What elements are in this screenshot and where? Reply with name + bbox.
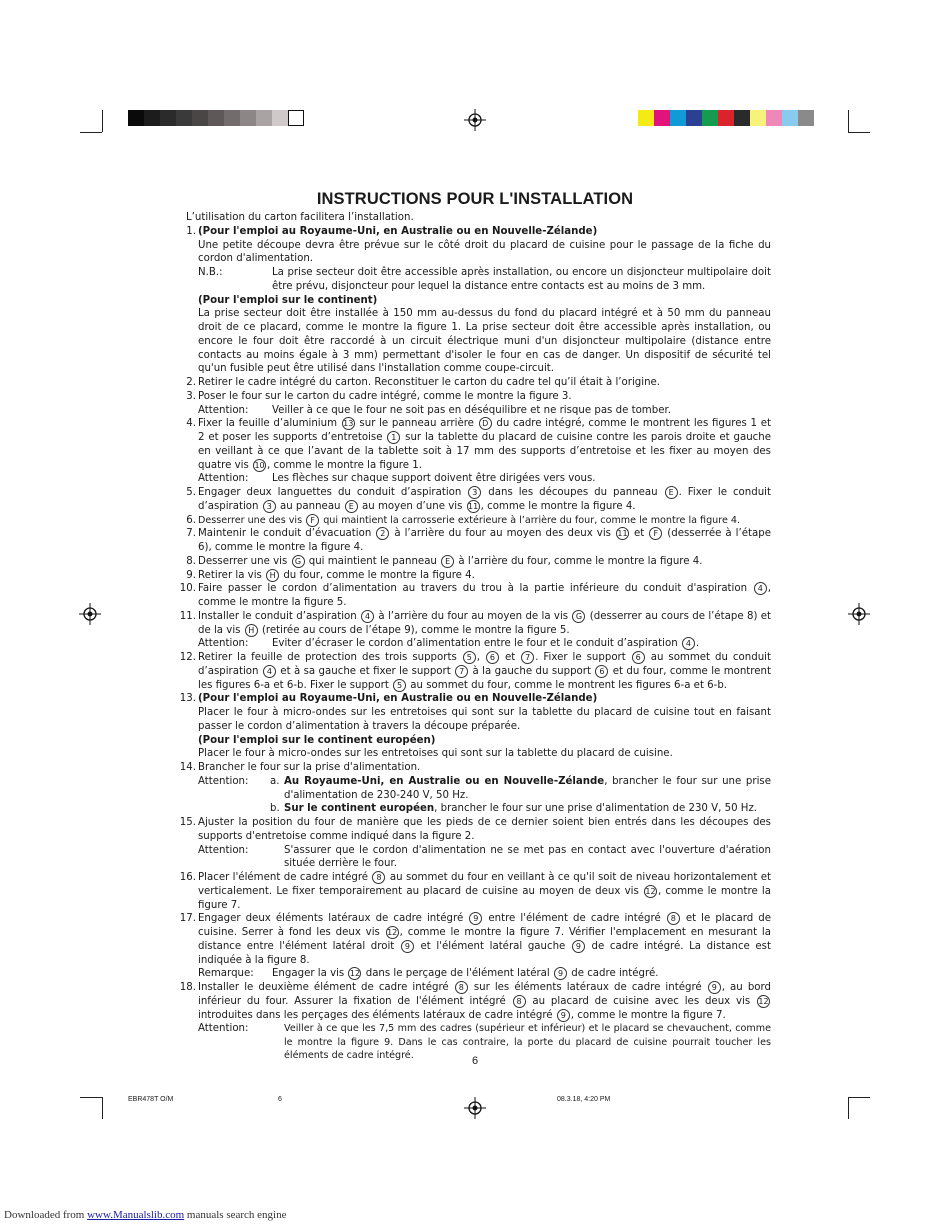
item-text: sur les éléments latéraux de cadre intégré <box>468 982 707 993</box>
callout-marker: 9 <box>401 940 414 953</box>
list-item <box>179 871 771 912</box>
item-number: 13. <box>179 693 196 705</box>
note <box>186 404 771 418</box>
note-text: dans le perçage de l'élément latéral <box>362 968 553 980</box>
callout-marker: E <box>665 486 678 499</box>
item-text: La prise secteur doit être installée à 150 mm au-dessus du fond du placard intégré et à 50 mm du panneau droit de ce placard, comme le montre la figure 1. La prise secteur doit être accessible après installation, ou encore le four doit être raccordé à un circuit électrique muni d'un disjoncteur multipolaire (distance entre contacts au moins égale à 3 mm) permettant d'isoler le four en cas de danger. Un dispositif de sécurité tel qu'un fusible peut être utilisé dans l'installation comme coupe-circuit. <box>198 308 771 375</box>
note <box>186 802 771 816</box>
calibration-swatch <box>240 110 256 126</box>
item-text: et <box>629 528 649 540</box>
crop-mark <box>848 1097 849 1119</box>
item-number: 16. <box>179 872 196 883</box>
note-text: de cadre intégré. <box>567 968 659 980</box>
page-number: 6 <box>471 1055 479 1067</box>
crop-mark <box>102 1097 103 1119</box>
item-text: qui maintient la carrosserie extérieure à l’arrière du four, comme le montre la figure 4. <box>320 514 741 526</box>
callout-marker: 11 <box>468 501 479 511</box>
list-item <box>186 225 771 239</box>
item-number: 15. <box>179 817 196 828</box>
sub-letter: a. <box>270 775 280 787</box>
calibration-swatch <box>224 110 240 126</box>
calibration-swatch <box>192 110 208 126</box>
callout-marker: 7 <box>455 665 468 678</box>
callout-marker: D <box>479 417 492 430</box>
item-text: Placer l'élément de cadre intégré <box>198 872 372 883</box>
slug-left: EBR478T O/M <box>128 1096 174 1103</box>
calibration-swatch <box>702 110 718 126</box>
list-item <box>186 417 771 472</box>
calibration-swatch <box>766 110 782 126</box>
note-text: Engager la vis <box>272 968 348 980</box>
item-text: dans les découpes du panneau <box>482 487 664 498</box>
item-text: introduites dans les perçages des éléments latéraux de cadre intégré <box>198 1009 556 1021</box>
list-item <box>186 390 771 404</box>
calibration-swatch <box>782 110 798 126</box>
note-text: , brancher le four sur une prise d'alimentation de 230-240 V, 50 Hz. <box>284 775 771 801</box>
callout-marker: 11 <box>617 529 628 539</box>
note-text: , brancher le four sur une prise d'alimentation de 230 V, 50 Hz. <box>434 803 758 815</box>
item-number: 4. <box>186 418 196 430</box>
item-text: au sommet du four, comme le montrent les figures 6-a et 6-b. <box>407 679 728 691</box>
calibration-swatch <box>654 110 670 126</box>
list-item <box>179 981 771 1022</box>
note <box>186 266 771 294</box>
callout-marker: 3 <box>468 486 481 499</box>
note <box>186 967 771 981</box>
note-text: Au Royaume-Uni, en Australie ou en Nouvelle-Zélande <box>284 775 605 787</box>
calibration-swatch <box>670 110 686 126</box>
item-text: à l’arrière du four au moyen de la vis <box>375 610 572 622</box>
list-item <box>186 486 771 514</box>
note-label: N.B.: <box>198 267 223 278</box>
registration-mark-icon <box>848 603 870 625</box>
item-text: Maintenir le conduit d’évacuation <box>198 528 376 540</box>
note-text: Les flèches sur chaque support doivent être dirigées vers vous. <box>272 473 596 485</box>
item-text: sur la tablette du placard de cuisine contre les parois droite et gauche en veillant à ce que l’avant de la tablette soit à 17 mm des supports d’entretoise et les fixer au moyen des quatre vis <box>198 432 771 471</box>
crop-mark <box>102 110 103 132</box>
callout-marker: 3 <box>263 500 276 513</box>
item-text: Faire passer le cordon d’alimentation au travers du trou à la partie inférieure du conduit d'aspiration <box>198 583 753 595</box>
crop-mark <box>80 1097 102 1098</box>
note-label: Attention: <box>198 473 249 485</box>
list-item <box>179 692 771 706</box>
callout-marker: H <box>245 624 258 637</box>
note-text: La prise secteur doit être accessible après installation, ou encore un disjoncteur multipolaire doit être prévu, disjoncteur pour lequel la distance entre contacts est au moins de 3 mm. <box>272 267 771 292</box>
calibration-swatch <box>160 110 176 126</box>
note <box>186 844 771 872</box>
callout-marker: 12 <box>349 969 361 979</box>
section-heading: (Pour l'emploi au Royaume-Uni, en Australie ou en Nouvelle-Zélande) <box>198 693 598 705</box>
item-text: sur le panneau arrière <box>355 418 478 430</box>
callout-marker: 8 <box>372 871 385 884</box>
color-calibration-bar <box>638 110 814 126</box>
item-text: , comme le montre la figure 7. <box>198 885 771 911</box>
item-text: , <box>476 652 485 663</box>
item-number: 14. <box>179 762 196 773</box>
callout-marker: 10 <box>254 460 265 470</box>
callout-marker: 5 <box>393 679 406 692</box>
item-text: au sommet du four en veillant à ce qu'il soit de niveau horizontalement et verticalement. Le fixer temporairement au placard de cuisine au moyen de deux vis <box>198 872 771 897</box>
item-text: de cadre intégré. La distance est indiquée à la figure 8. <box>198 940 771 966</box>
note-text: . <box>695 638 700 650</box>
callout-marker: 4 <box>263 665 276 678</box>
list-item <box>186 514 771 528</box>
item-number: 12. <box>179 652 196 663</box>
callout-marker: 6 <box>595 665 608 678</box>
calibration-swatch <box>718 110 734 126</box>
calibration-swatch <box>272 110 288 126</box>
item-text: Installer le conduit d’aspiration <box>198 610 361 622</box>
item-number: 8. <box>186 555 196 567</box>
item-text: , comme le montre la figure 7. <box>570 1009 726 1021</box>
calibration-swatch <box>128 110 144 126</box>
calibration-swatch <box>638 110 654 126</box>
intro-text: L’utilisation du carton facilitera l’installation. <box>186 212 414 223</box>
note-text: S'assurer que le cordon d'alimentation ne se met pas en contact avec l'ouverture d'aération située derrière le four. <box>284 844 771 870</box>
item-text: qui maintient le panneau <box>305 555 441 567</box>
list-item <box>179 912 771 967</box>
list-item <box>179 651 771 692</box>
calibration-swatch <box>176 110 192 126</box>
note-label: Attention: <box>198 1023 249 1035</box>
calibration-swatch <box>798 110 814 126</box>
item-text: du four, comme le montre la figure 4. <box>280 569 475 581</box>
item-text: Retirer le cadre intégré du carton. Reconstituer le carton du cadre tel qu’il était à l’origine. <box>198 377 661 388</box>
callout-marker: 2 <box>376 527 389 540</box>
section-heading: (Pour l'emploi au Royaume-Uni, en Australie ou en Nouvelle-Zélande) <box>198 225 598 237</box>
item-text: Placer le four à micro-ondes sur les entretoises qui sont sur la tablette du placard de cuisine. <box>198 748 673 760</box>
item-text: , comme le montre la figure 7. Vérifier l'emplacement en mesurant la distance entre l'élément latéral droit <box>198 927 771 952</box>
item-text: du cadre intégré, comme le montrent les figures 1 et 2 et poser les supports d’entretoise <box>198 418 771 443</box>
item-number: 1. <box>186 225 196 237</box>
crop-mark <box>848 1097 870 1098</box>
callout-marker: 9 <box>572 940 585 953</box>
registration-mark-icon <box>464 109 486 131</box>
instructions-body <box>179 211 772 1063</box>
list-item <box>179 610 772 638</box>
item-text: à la gauche du support <box>469 665 595 677</box>
item-number: 18. <box>179 982 196 993</box>
note-text: Veiller à ce que les 7,5 mm des cadres (supérieur et inférieur) et le placard se chevauchent, comme le montre la figure 9. Dans le cas contraire, la porte du placard de cuisine pourrait toucher les éléments de cadre intégré. <box>284 1023 771 1062</box>
list-item <box>179 761 771 775</box>
list-item <box>186 555 771 569</box>
download-footer <box>4 1209 286 1221</box>
footer-suffix: manuals search engine <box>184 1209 287 1221</box>
item-text: Fixer la feuille d’aluminium <box>198 418 341 430</box>
callout-marker: 13 <box>343 419 354 429</box>
grayscale-calibration-bar <box>128 110 304 126</box>
calibration-swatch <box>750 110 766 126</box>
slug-date: 08.3.18, 4:20 PM <box>557 1096 611 1103</box>
crop-mark <box>848 132 870 133</box>
callout-marker: 4 <box>682 637 695 650</box>
list-item <box>186 569 771 583</box>
item-text: au panneau <box>276 500 344 512</box>
item-text: , comme le montre la figure 5. <box>198 583 771 608</box>
item-number: 2. <box>186 377 196 388</box>
item-text: Poser le four sur le carton du cadre intégré, comme le montre la figure 3. <box>198 390 572 402</box>
item-text: Ajuster la position du four de manière que les pieds de ce dernier soient bien entrés dans les découpes des supports d'entretoise comme indiqué dans la figure 2. <box>198 817 771 842</box>
slug-page: 6 <box>278 1096 282 1103</box>
callout-marker: E <box>345 500 358 513</box>
item-text: Installer le deuxième élément de cadre intégré <box>198 982 454 993</box>
callout-marker: E <box>441 555 454 568</box>
calibration-swatch <box>686 110 702 126</box>
registration-mark-icon <box>464 1097 486 1119</box>
item-number: 9. <box>186 569 196 581</box>
note-text: Sur le continent européen <box>284 803 435 815</box>
note-label: Attention: <box>198 775 249 787</box>
list-item <box>179 816 771 844</box>
footer-prefix: Downloaded from <box>4 1209 88 1221</box>
item-text: , au bord inférieur du four. Assurer la fixation de l'élément intégré <box>198 982 771 1007</box>
item-text: au moyen d’une vis <box>358 500 466 512</box>
list-item <box>186 376 771 390</box>
item-text: Engager deux éléments latéraux de cadre intégré <box>198 913 469 925</box>
page-title: INSTRUCTIONS POUR L'INSTALLATION <box>316 190 634 208</box>
item-text: . Fixer le conduit d’aspiration <box>198 487 771 512</box>
callout-marker: H <box>266 569 279 582</box>
note-label: Attention: <box>198 404 249 416</box>
list-item <box>186 527 771 555</box>
item-text: (retirée au cours de l’étape 9), comme le montre la figure 5. <box>258 624 570 636</box>
item-text: et l'élément latéral gauche <box>414 940 571 952</box>
calibration-swatch <box>288 110 304 126</box>
callout-marker: 12 <box>645 886 656 896</box>
item-text: au placard de cuisine avec les deux vis <box>526 995 756 1007</box>
note <box>186 637 771 651</box>
callout-marker: G <box>292 555 305 568</box>
item-text: et à sa gauche et fixer le support <box>276 665 455 677</box>
section-heading-text: (Pour l'emploi sur le continent) <box>198 294 378 306</box>
note <box>186 775 771 803</box>
note-text: Eviter d’écraser le cordon d’alimentation entre le four et le conduit d’aspiration <box>272 638 681 650</box>
item-text: Retirer la vis <box>198 569 266 581</box>
item-text: , comme le montre la figure 1. <box>267 459 422 471</box>
callout-marker: F <box>649 527 662 540</box>
crop-mark <box>848 110 849 132</box>
calibration-swatch <box>256 110 272 126</box>
note-label: Remarque: <box>198 968 254 980</box>
item-text: (desserrer au cours de l’étape 8) et de la vis <box>198 610 772 636</box>
item-text: Desserrer une vis <box>198 555 291 567</box>
item-text: . Fixer le support <box>535 652 631 663</box>
callout-marker: G <box>572 610 585 623</box>
item-text: (desserrée à l’étape 6), comme le montre la figure 4. <box>198 528 771 553</box>
registration-mark-icon <box>79 603 101 625</box>
item-number: 7. <box>186 528 196 540</box>
note-label: Attention: <box>198 844 249 856</box>
calibration-swatch <box>208 110 224 126</box>
item-text: Une petite découpe devra être prévue sur le côté droit du placard de cuisine pour le passage de la fiche du cordon d'alimentation. <box>198 239 771 265</box>
item-text: entre l'élément de cadre intégré <box>483 913 666 925</box>
crop-mark <box>80 132 102 133</box>
callout-marker: 12 <box>387 928 398 937</box>
callout-marker: 9 <box>554 967 567 980</box>
list-item <box>179 582 771 610</box>
callout-marker: 1 <box>387 431 400 444</box>
manualslib-link[interactable]: www.Manualslib.com <box>87 1209 185 1221</box>
callout-marker: 7 <box>521 651 534 664</box>
item-text: Placer le four à micro-ondes sur les entretoises qui sont sur la tablette du placard de cuisine tout en faisant passer le cordon d’alimentation à travers la découpe préparée. <box>198 707 771 732</box>
callout-marker: 6 <box>486 651 499 664</box>
section-heading <box>186 294 771 308</box>
item-number: 11. <box>179 610 196 622</box>
item-text: Brancher le four sur la prise d'alimentation. <box>198 762 421 773</box>
callout-marker: 4 <box>754 582 767 595</box>
callout-marker: 6 <box>632 651 645 664</box>
item-text: et du four, comme le montrent les figures 6-a et 6-b. Fixer le support <box>198 665 771 691</box>
item-text: à l’arrière du four au moyen des deux vis <box>390 528 615 540</box>
item-text: , comme le montre la figure 4. <box>480 500 636 512</box>
item-text: à l’arrière du four, comme le montre la figure 4. <box>455 555 703 567</box>
item-text: et <box>499 652 521 663</box>
note <box>186 472 771 486</box>
section-heading-text: (Pour l'emploi sur le continent européen) <box>198 734 436 746</box>
item-number: 6. <box>186 514 196 526</box>
note-label: Attention: <box>198 638 249 650</box>
calibration-swatch <box>144 110 160 126</box>
item-text: Engager deux languettes du conduit d’aspiration <box>198 487 468 498</box>
item-number: 5. <box>186 487 196 498</box>
callout-marker: 5 <box>463 651 476 664</box>
item-text: Desserrer une des vis <box>198 514 306 526</box>
callout-marker: 4 <box>361 610 374 623</box>
item-text: et le placard de cuisine. Serrer à fond les deux vis <box>198 913 771 938</box>
item-number: 10. <box>179 583 196 595</box>
callout-marker: 9 <box>469 912 482 925</box>
item-text: au sommet du conduit d’aspiration <box>198 652 771 677</box>
item-text: Retirer la feuille de protection des trois supports <box>198 652 462 663</box>
note-text: Veiller à ce que le four ne soit pas en déséquilibre et ne risque pas de tomber. <box>272 404 671 416</box>
callout-marker: 8 <box>455 981 468 994</box>
callout-marker: 9 <box>708 981 721 994</box>
item-number: 17. <box>179 913 196 925</box>
callout-marker: 8 <box>667 912 680 925</box>
sub-letter: b. <box>270 803 280 815</box>
section-heading <box>186 734 771 748</box>
callout-marker: 9 <box>557 1009 570 1022</box>
calibration-swatch <box>734 110 750 126</box>
callout-marker: 12 <box>758 996 769 1006</box>
callout-marker: 8 <box>513 995 526 1008</box>
item-number: 3. <box>186 390 196 402</box>
callout-marker: F <box>306 514 319 527</box>
